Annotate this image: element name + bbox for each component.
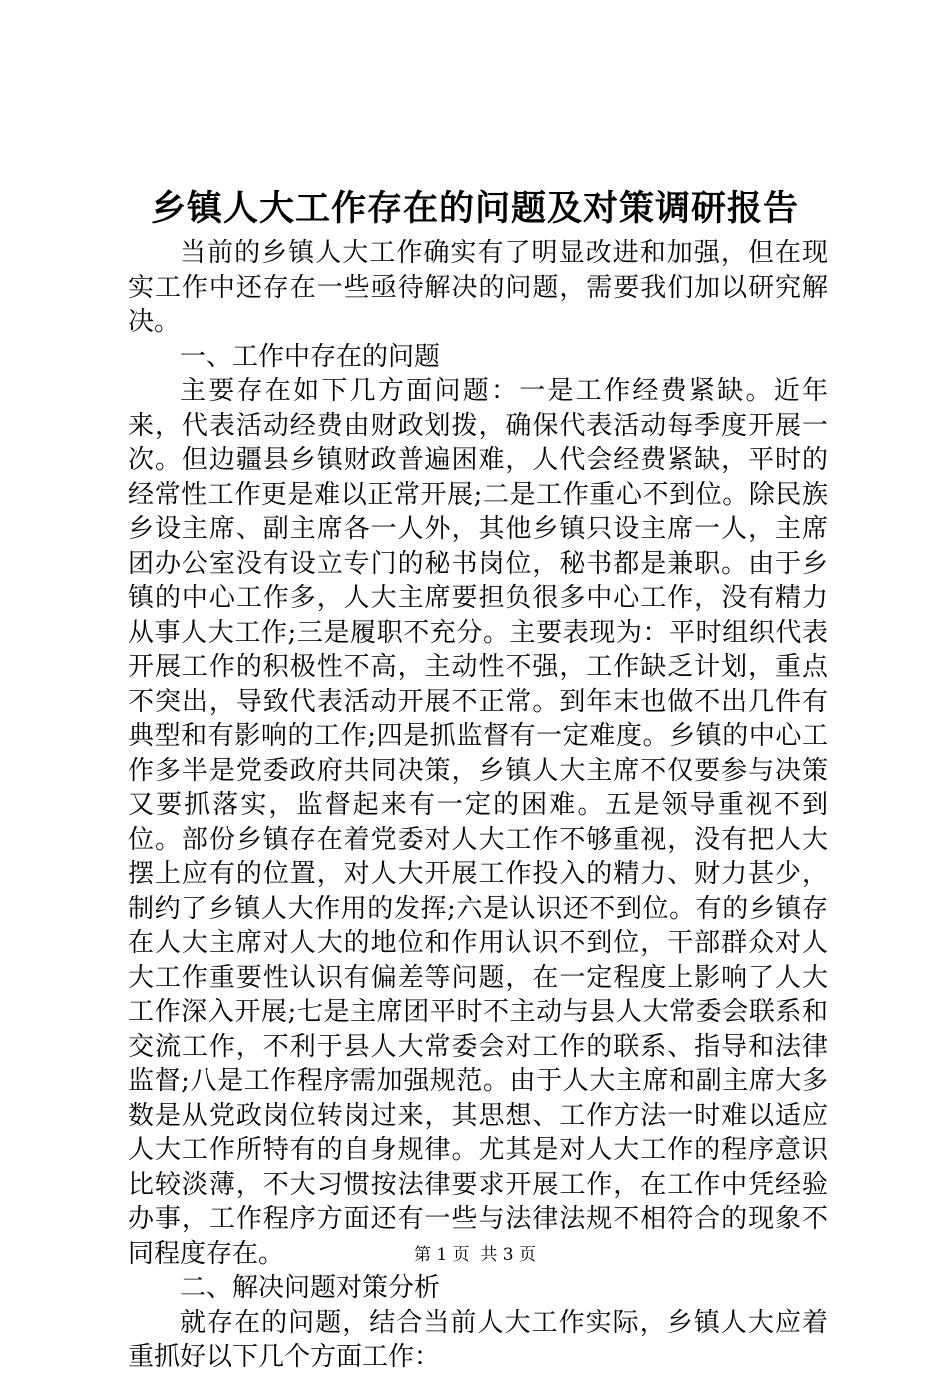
page-footer bbox=[0, 1243, 950, 1267]
solutions-paragraph: 就存在的问题，结合当前人大工作实际，乡镇人大应着重抓好以下几个方面工作： bbox=[128, 1307, 828, 1372]
problems-paragraph: 主要存在如下几方面问题：一是工作经费紧缺。近年来，代表活动经费由财政划拨，确保代表活动每季度开展一次。但边疆县乡镇财政普遍困难，人代会经费紧缺，平时的经常性工作更是难以正常开展;二是工作重心不到位。除民族乡设主席、副主席各一人外，其他乡镇只设主席一人，主席团办公室没有设立专门的秘书岗位，秘书都是兼职。由于乡镇的中心工作多，人大主席要担负很多中心工作，没有精力从事人大工作;三是履职不充分。主要表现为：平时组织代表开展工作的积极性不高，主动性不强，工作缺乏计划，重点不突出，导致代表活动开展不正常。到年末也做不出几件有典型和有影响的工作;四是抓监督有一定难度。乡镇的中心工作多半是党委政府共同决策，乡镇人大主席不仅要参与决策又要抓落实，监督起来有一定的困难。五是领导重视不到位。部份乡镇存在着党委对人大工作不够重视，没有把人大摆上应有的位置，对人大开展工作投入的精力、财力甚少，制约了乡镇人大作用的发挥;六是认识还不到位。有的乡镇存在人大主席对人大的地位和作用认识不到位，干部群众对人大工作重要性认识有偏差等问题，在一定程度上影响了人大工作深入开展;七是主席团平时不主动与县人大常委会联系和交流工作，不利于县人大常委会对工作的联系、指导和法律监督;八是工作程序需加强规范。由于人大主席和副主席大多数是从党政岗位转岗过来，其思想、工作方法一时难以适应人大工作所特有的自身规律。尤其是对人大工作的程序意识比较淡薄，不大习惯按法律要求开展工作，在工作中凭经验办事，工作程序方面还有一些与法律法规不相符合的现象不同程度存在。 bbox=[128, 376, 828, 1269]
document-body bbox=[128, 236, 828, 1375]
document-title: 乡镇人大工作存在的问题及对策调研报告 bbox=[150, 188, 799, 229]
section-heading-problems: 一、工作中存在的问题 bbox=[180, 341, 441, 372]
section-heading-solutions: 二、解决问题对策分析 bbox=[180, 1273, 441, 1303]
intro-paragraph: 当前的乡镇人大工作确实有了明显改进和加强，但在现实工作中还存在一些亟待解决的问题，需要我们加以研究解决。 bbox=[128, 238, 828, 337]
page-number: 第 1 页 共 3 页 bbox=[413, 1245, 537, 1265]
